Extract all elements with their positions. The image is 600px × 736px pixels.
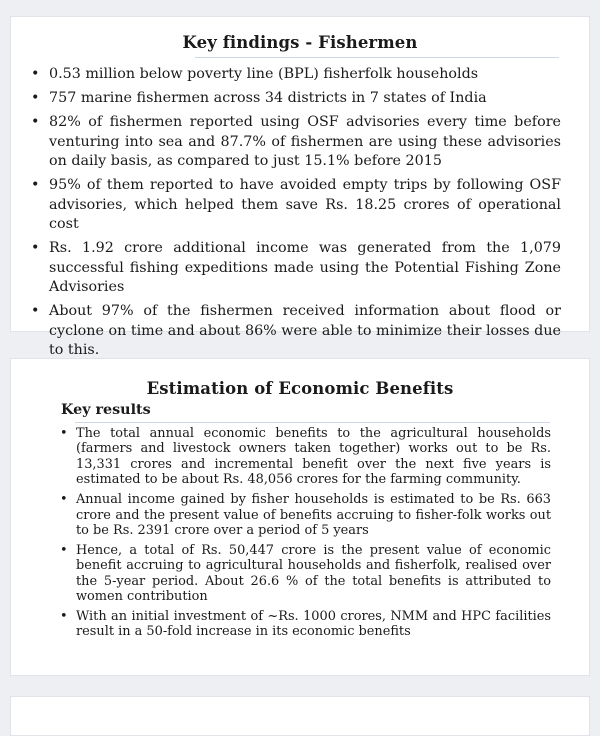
fishermen-findings-heading: Key findings - Fishermen [182, 33, 418, 52]
list-item: • Hence, a total of Rs. 50,447 crore is the present value of economic benefit accruing to agricultural households and fisherfolk, realised over the 5-year period. About 26.6 % of the total benefits is attributed to women contribution [60, 542, 551, 605]
heading-underline [75, 422, 550, 423]
list-item: • The total annual economic benefits to the agricultural households (farmers and livestock owners taken together) works out to be Rs. 13,331 crores and incremental benefit over the next five years is estimated to be about Rs. 48,056 crores for the farming community. [60, 426, 551, 488]
economic-benefits-list [60, 426, 551, 640]
economic-benefits-card [10, 358, 590, 676]
bullet-icon: • [60, 542, 68, 558]
bullet-icon: • [31, 114, 40, 130]
bullet-icon: • [31, 240, 40, 256]
bullet-icon: • [31, 303, 40, 319]
bullet-icon: • [60, 426, 68, 441]
bullet-icon: • [31, 90, 40, 106]
economic-benefits-heading: Estimation of Economic Benefits [146, 379, 454, 398]
heading-underline [195, 57, 559, 58]
list-item: • About 97% of the fishermen received information about flood or cyclone on time and about 86% were able to minimize their losses due to this. [31, 303, 561, 358]
list-item: • Rs. 1.92 crore additional income was generated from the 1,079 successful fishing expeditions made using the Potential Fishing Zone Advisories [31, 240, 561, 295]
list-item: • 757 marine fishermen across 34 districts in 7 states of India [49, 89, 561, 109]
fishermen-findings-list [31, 65, 561, 361]
fishermen-findings-card [10, 16, 590, 358]
key-results-subheading: Key results [61, 402, 151, 418]
bullet-icon: • [60, 608, 68, 624]
list-item: • With an initial investment of ~Rs. 1000 crores, NMM and HPC facilities result in a 50-fold increase in its economic benefits [60, 608, 551, 640]
list-item: • Annual income gained by fisher households is estimated to be Rs. 663 crore and the present value of benefits accruing to fisher-folk works out to be Rs. 2391 crore over a period of 5 years [60, 492, 551, 538]
next-card-partial [10, 696, 590, 736]
list-item: • 82% of fishermen reported using OSF advisories every time before venturing into sea and 87.7% of fishermen are using these advisories on daily basis, as compared to just 15.1% before 2015 [31, 114, 561, 169]
bullet-icon: • [31, 66, 40, 82]
bullet-icon: • [60, 492, 68, 508]
list-item: • 0.53 million below poverty line (BPL) fisherfolk households [49, 65, 561, 85]
list-item: • 95% of them reported to have avoided empty trips by following OSF advisories, which helped them save Rs. 18.25 crores of operational cost [31, 177, 561, 232]
bullet-icon: • [31, 177, 40, 193]
